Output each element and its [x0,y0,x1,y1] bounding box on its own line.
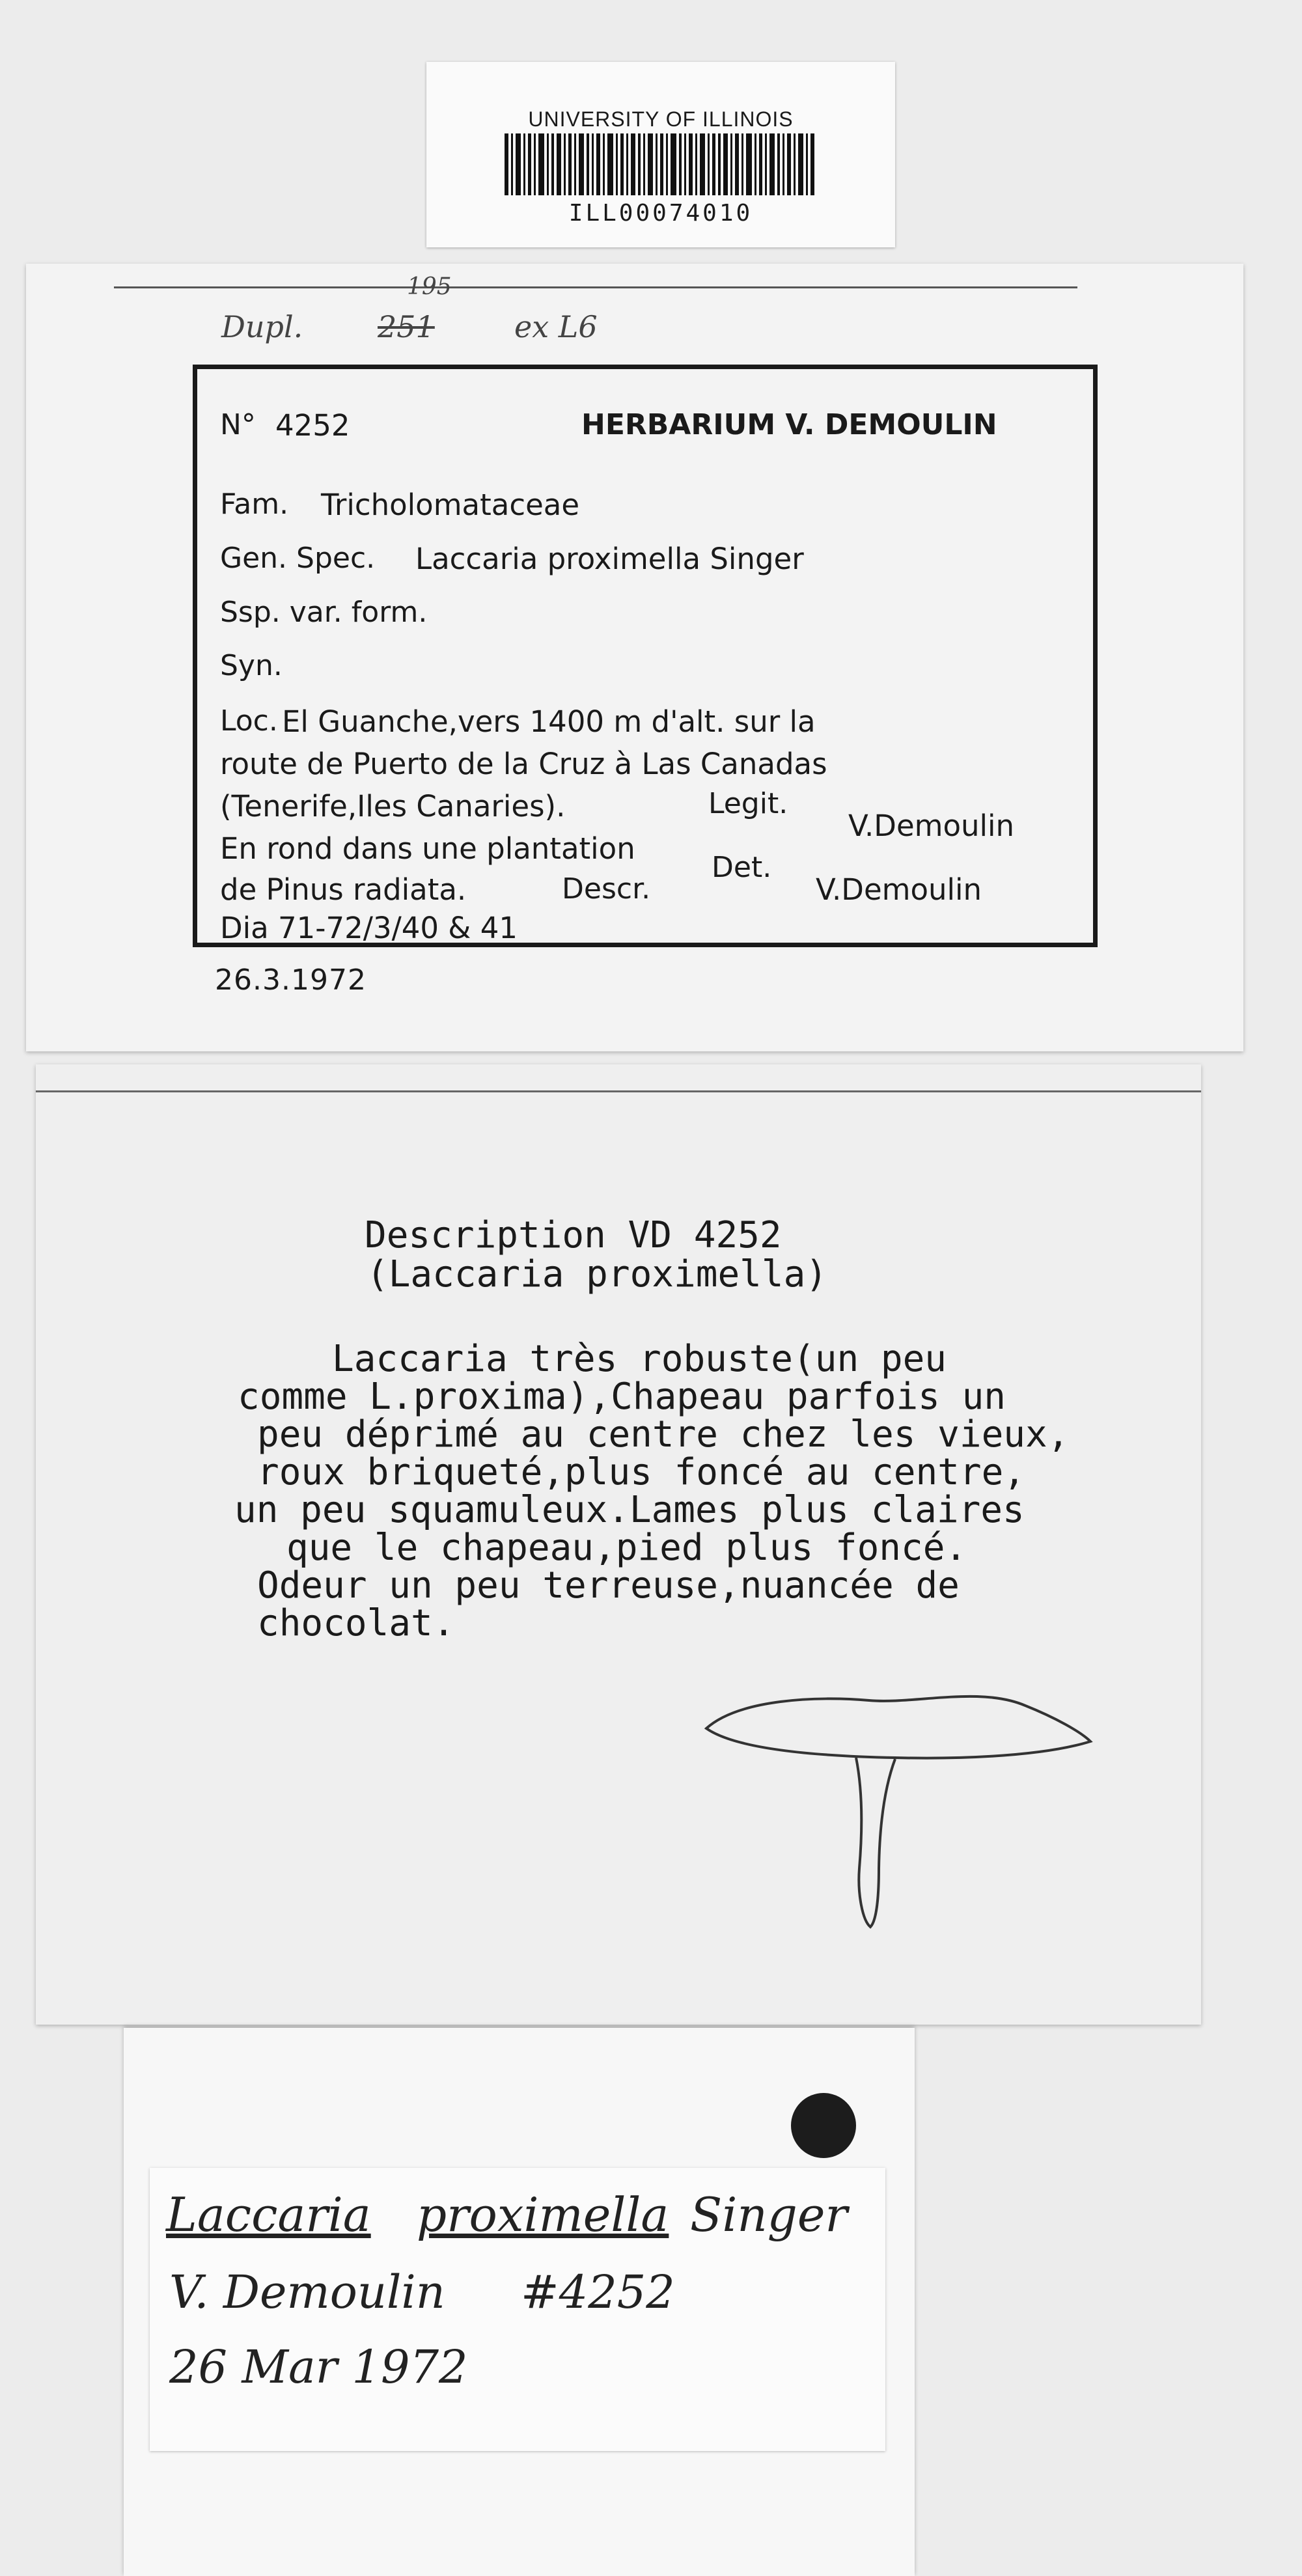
legit-value: V.Demoulin [848,809,1015,843]
description-subtitle: (Laccaria proximella) [367,1253,828,1295]
packet-label [150,2168,885,2451]
subspecies-label: Ssp. var. form. [220,596,428,629]
packet-author: Singer [690,2187,848,2242]
barcode-number: ILL00074010 [568,200,753,227]
genus-species-value: Laccaria proximella Singer [415,542,804,576]
locality-label: Loc. [220,704,278,738]
herbarium-title: HERBARIUM V. DEMOULIN [581,408,997,441]
family-value: Tricholomataceae [321,488,580,522]
description-line-8: chocolat. [257,1602,455,1644]
habitat-line-1: En rond dans une plantation [220,831,635,866]
specimen-number: 4252 [275,408,350,443]
packet-dot-marker [791,2093,856,2158]
determiner-value: V.Demoulin [816,872,982,907]
description-title: Description VD 4252 [365,1214,782,1256]
locality-line-1: El Guanche,vers 1400 m d'alt. sur la [282,704,816,739]
locality-line-3: (Tenerife,Iles Canaries). [220,789,566,824]
annotation-number: 195 [407,273,452,300]
slide-reference: Dia 71-72/3/40 & 41 [220,911,518,945]
sheet-top-rule [36,1090,1201,1092]
legit-label: Legit. [708,787,788,820]
description-line-2: comme L.proxima),Chapeau parfois un [238,1376,1006,1418]
specimen-packet [124,2028,915,2576]
packet-date: 26 Mar 1972 [169,2340,468,2394]
description-line-3: peu déprimé au centre chez les vieux, [257,1413,1070,1456]
number-prefix: N° [220,408,256,441]
synonym-label: Syn. [220,649,283,682]
habitat-line-2: de Pinus radiata. [220,872,467,907]
label-frame [193,365,1098,947]
genus-species-label: Gen. Spec. [220,542,376,575]
packet-genus: Laccaria [166,2187,371,2242]
description-line-6: que le chapeau,pied plus foncé. [286,1527,967,1569]
determiner-label: Det. [712,851,772,884]
institution-name: UNIVERSITY OF ILLINOIS [528,107,794,131]
herbarium-label [26,264,1243,1051]
family-label: Fam. [220,488,289,521]
mushroom-sketch [700,1660,1103,1953]
description-line-7: Odeur un peu terreuse,nuancée de [257,1564,960,1607]
description-sheet [36,1064,1201,2025]
annotation-ex: ex L6 [514,309,598,344]
locality-line-2: route de Puerto de la Cruz à Las Canadas [220,747,827,781]
annotation-dupl: Dupl. [221,309,303,344]
description-line-1: Laccaria très robuste(un peu [332,1338,947,1380]
description-line-4: roux briqueté,plus foncé au centre, [257,1451,1026,1493]
description-label: Descr. [562,872,651,906]
label-top-rule [114,286,1077,288]
barcode-label [426,62,895,247]
barcode-graphic [505,133,817,195]
description-line-5: un peu squamuleux.Lames plus claires [234,1489,1025,1531]
annotation-struck-number: 251 [378,309,435,344]
packet-species: proximella [417,2187,669,2242]
packet-number: #4252 [521,2265,675,2319]
packet-collector: V. Demoulin [169,2265,445,2319]
collection-date: 26.3.1972 [215,963,367,997]
